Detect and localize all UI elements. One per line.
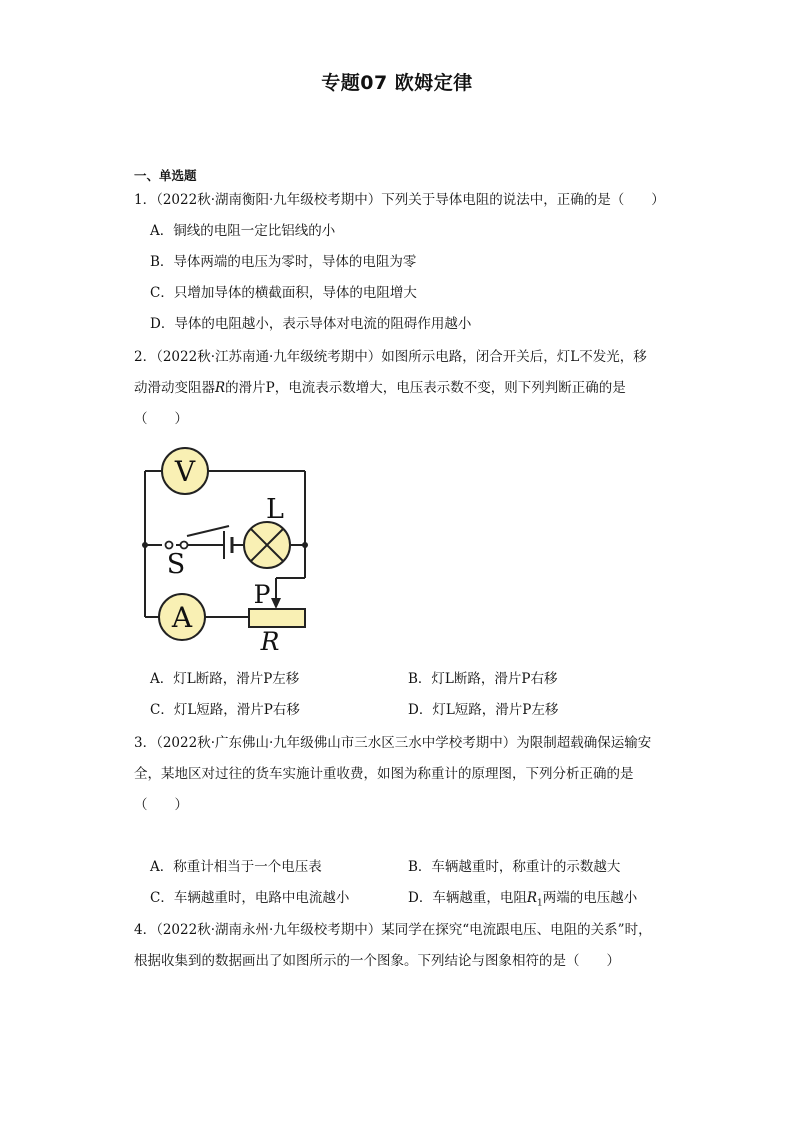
q3-option-d [408,888,637,914]
rheostat-label: R [260,627,280,656]
q2-stem-line1: 2．（2022秋·江苏南通·九年级统考期中）如图所示电路，闭合开关后，灯L不发光，移 [134,349,647,365]
q3-option-d-prefix: D．车辆越重，电阻 [408,890,527,906]
q4-stem-line1: 4．（2022秋·湖南永州·九年级校考期中）某同学在探究“电流跟电压、电阻的关系”时， [134,922,652,938]
switch-contact-left [166,542,173,549]
q2-stem-line2 [134,378,626,398]
q1-stem: 1．（2022秋·湖南衡阳·九年级校考期中）下列关于导体电阻的说法中，正确的是（ ） [134,192,665,208]
q3-stem-line2: 全，某地区对过往的货车实施计重收费，如图为称重计的原理图，下列分析正确的是 [134,766,634,782]
q2-stem-line2-a: 动滑动变阻器 [134,380,215,396]
q1-option-a: A．铜线的电阻一定比铝线的小 [150,223,336,239]
rheostat-icon [249,609,305,627]
q1-option-d: D．导体的电阻越小，表示导体对电流的阻碍作用越小 [150,316,472,332]
section-heading: 一、单选题 [134,168,197,183]
q3-option-c: C．车辆越重时，电路中电流越小 [150,890,350,906]
q2-stem-line3: （ ） [134,411,188,427]
q2-option-a: A．灯L断路，滑片P左移 [150,671,300,687]
q2-stem-r-symbol: R [215,380,226,396]
q3-option-b: B．车辆越重时，称重计的示数越大 [408,859,621,875]
ammeter-label: A [171,601,193,634]
q3-option-a: A．称重计相当于一个电压表 [150,859,322,875]
slider-arrow-icon [271,598,281,609]
q3-option-d-suffix: 两端的电压越小 [542,890,638,906]
voltmeter-label: V [174,455,196,488]
slider-label: P [253,580,271,609]
lamp-label: L [266,494,284,525]
q1-option-c: C．只增加导体的横截面积，导体的电阻增大 [150,285,417,301]
switch-contact-right [181,542,188,549]
q3-option-d-r-symbol: R [526,890,537,906]
circuit-diagram [128,440,328,660]
q3-stem-line1: 3．（2022秋·广东佛山·九年级佛山市三水区三水中学校考期中）为限制超载确保运输安 [134,735,652,751]
switch-label: S [166,549,186,580]
page-title: 专题07 欧姆定律 [321,72,473,94]
q3-option-d-subscript: 1 [537,898,543,909]
q1-option-b: B．导体两端的电压为零时，导体的电阻为零 [150,254,417,270]
q2-option-b: B．灯L断路，滑片P右移 [408,671,558,687]
q2-option-d: D．灯L短路，滑片P左移 [408,702,559,718]
junction-right [302,542,308,548]
q2-stem-line2-b: 的滑片P，电流表示数增大，电压表示数不变，则下列判断正确的是 [225,380,626,396]
q3-stem-line3: （ ） [134,797,188,813]
q2-option-c: C．灯L短路，滑片P右移 [150,702,300,718]
q4-stem-line2: 根据收集到的数据画出了如图所示的一个图象。下列结论与图象相符的是（ ） [134,953,620,969]
junction-left [142,542,148,548]
